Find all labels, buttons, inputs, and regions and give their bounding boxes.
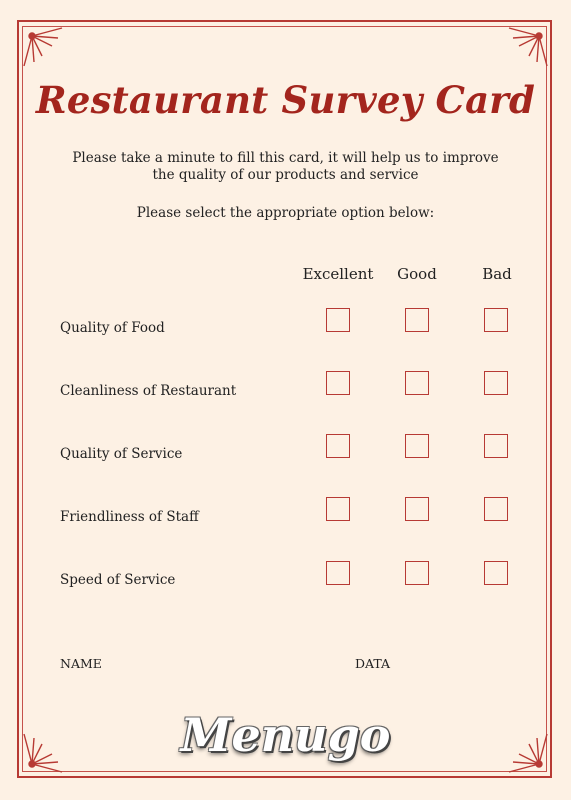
date-field-label: DATA [355, 656, 391, 671]
row-label-speed-of-service: Speed of Service [60, 572, 176, 588]
row-label-quality-of-food: Quality of Food [60, 320, 165, 336]
intro-text [60, 150, 511, 184]
name-field-label: NAME [60, 656, 102, 671]
corner-ornament-top-right [493, 22, 553, 82]
checkbox-cleanliness-excellent[interactable] [326, 371, 350, 395]
column-header-excellent: Excellent [302, 265, 374, 283]
checkbox-friendliness-excellent[interactable] [326, 497, 350, 521]
checkbox-service-excellent[interactable] [326, 434, 350, 458]
checkbox-friendliness-good[interactable] [405, 497, 429, 521]
checkbox-food-excellent[interactable] [326, 308, 350, 332]
row-label-quality-of-service: Quality of Service [60, 446, 183, 462]
column-header-good: Good [397, 265, 437, 283]
row-label-cleanliness: Cleanliness of Restaurant [60, 383, 237, 399]
checkbox-friendliness-bad[interactable] [484, 497, 508, 521]
checkbox-cleanliness-good[interactable] [405, 371, 429, 395]
column-header-bad: Bad [482, 265, 512, 283]
checkbox-food-good[interactable] [405, 308, 429, 332]
checkbox-speed-bad[interactable] [484, 561, 508, 585]
row-label-friendliness: Friendliness of Staff [60, 509, 199, 525]
instruction-text: Please select the appropriate option below: [136, 205, 435, 221]
checkbox-speed-excellent[interactable] [326, 561, 350, 585]
corner-ornament-top-left [18, 22, 78, 82]
checkbox-food-bad[interactable] [484, 308, 508, 332]
checkbox-cleanliness-bad[interactable] [484, 371, 508, 395]
intro-line-1: Please take a minute to fill this card, it will help us to improve [72, 150, 499, 166]
checkbox-service-bad[interactable] [484, 434, 508, 458]
intro-line-2: the quality of our products and service [152, 167, 419, 183]
brand-logo: Menugo [180, 708, 391, 762]
checkbox-speed-good[interactable] [405, 561, 429, 585]
checkbox-service-good[interactable] [405, 434, 429, 458]
page-title: Restaurant Survey Card [35, 78, 536, 122]
